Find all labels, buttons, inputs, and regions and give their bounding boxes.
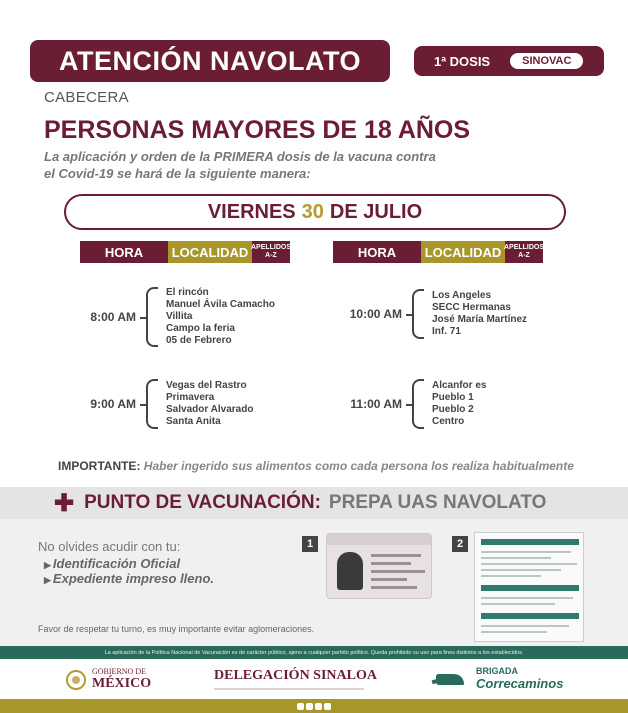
important-note	[58, 459, 574, 473]
slot-time: 11:00 AM	[350, 397, 402, 411]
page-title: ATENCIÓN NAVOLATO	[59, 45, 361, 76]
step-number-1: 1	[302, 536, 318, 552]
brigada-logo	[432, 666, 563, 691]
vaccination-point-band	[0, 487, 628, 519]
important-text: Haber ingerido sus alimentos como cada persona los realiza habitualmente	[143, 459, 574, 473]
schedule-header-right	[333, 241, 543, 263]
date-day: 30	[301, 200, 324, 223]
description	[44, 148, 514, 182]
list-item: SECC Hermanas	[432, 302, 511, 313]
respect-turn-note: Favor de respetar tu turno, es muy importante evitar aglomeraciones.	[38, 624, 315, 634]
footer-bar	[0, 699, 628, 713]
list-item: Santa Anita	[166, 416, 221, 427]
list-item: Villita	[166, 311, 193, 322]
brace	[412, 289, 424, 339]
requirement-item-file	[44, 571, 214, 586]
slot-time: 10:00 AM	[349, 307, 402, 321]
list-item: Pueblo 1	[432, 392, 474, 403]
headline	[44, 116, 470, 145]
id-photo	[337, 552, 363, 590]
seal-icon	[66, 670, 86, 690]
header-apellidos	[505, 241, 543, 263]
requirement-text: Identificación Oficial	[52, 556, 181, 571]
vaccination-point-label: PUNTO DE VACUNACIÓN:	[84, 492, 321, 513]
list-item: 05 de Febrero	[166, 335, 232, 346]
headline-part2: MAYORES DE 18 AÑOS	[191, 116, 471, 144]
vaccine-label: SINOVAC	[510, 53, 583, 69]
list-item: El rincón	[166, 287, 209, 298]
reminder-intro: No olvides acudir con tu:	[38, 539, 181, 554]
dose-badge	[414, 46, 604, 76]
place-list	[432, 290, 527, 338]
roadrunner-icon	[432, 667, 468, 691]
requirement-item-id	[44, 556, 180, 571]
list-item: Los Angeles	[432, 290, 492, 301]
delegacion-logo	[214, 668, 377, 690]
slot-11am	[330, 379, 486, 429]
gob-big-text: MÉXICO	[92, 676, 152, 691]
slot-time: 9:00 AM	[90, 397, 136, 411]
date-month: DE JULIO	[329, 200, 423, 223]
list-item: José María Martínez	[432, 314, 528, 325]
list-item: Centro	[432, 416, 465, 427]
header-apellidos-label: APELLIDOS	[250, 244, 292, 251]
header-localidad: LOCALIDAD	[168, 241, 252, 263]
facebook-icon	[297, 703, 304, 710]
subtitle: CABECERA	[44, 89, 129, 106]
requirement-text: Expediente impreso lleno.	[52, 571, 215, 586]
list-item: Inf. 71	[432, 326, 461, 337]
list-item: Vegas del Rastro	[166, 380, 247, 391]
header-apellidos-label: APELLIDOS	[503, 244, 545, 251]
header-apellidos-range: A-Z	[518, 252, 530, 259]
twitter-icon	[306, 703, 313, 710]
header-hora: HORA	[333, 241, 421, 263]
date-weekday: VIERNES	[207, 200, 296, 223]
description-line2: el Covid-19 se hará de la siguiente manera:	[44, 166, 311, 181]
header-localidad: LOCALIDAD	[421, 241, 505, 263]
legal-notice: La aplicación de la Política Nacional de Vacunación es de carácter público, ajeno a cualquier partido político. Queda prohibido su uso para fines distintos a los establecidos.	[0, 646, 628, 659]
brace	[146, 379, 158, 429]
slot-9am	[64, 379, 253, 429]
slot-8am	[64, 287, 275, 347]
important-label: IMPORTANTE:	[58, 459, 141, 473]
date-pill	[64, 194, 566, 230]
list-item: Alcanfor es	[432, 380, 487, 391]
header-apellidos	[252, 241, 290, 263]
triangle-bullet-icon: ▶	[44, 575, 51, 585]
slot-time: 8:00 AM	[90, 310, 136, 324]
brigada-big-text: Correcaminos	[476, 676, 564, 691]
form-document-image	[474, 532, 584, 642]
vaccination-point-place: PREPA UAS NAVOLATO	[328, 492, 547, 513]
header-hora: HORA	[80, 241, 168, 263]
list-item: Primavera	[166, 392, 215, 403]
slot-10am	[330, 289, 527, 339]
place-list	[166, 380, 253, 428]
list-item: Salvador Alvarado	[166, 404, 254, 415]
dose-label: 1ª DOSIS	[434, 53, 491, 69]
instagram-icon	[315, 703, 322, 710]
list-item: Pueblo 2	[432, 404, 474, 415]
step-number-2: 2	[452, 536, 468, 552]
headline-part1: PERSONAS	[44, 116, 185, 144]
list-item: Campo la feria	[166, 323, 235, 334]
youtube-icon	[324, 703, 331, 710]
brace	[146, 287, 158, 347]
gobierno-mexico-logo	[66, 667, 151, 692]
brigada-small-text: BRIGADA	[476, 666, 518, 676]
header-apellidos-range: A-Z	[265, 252, 277, 259]
triangle-bullet-icon: ▶	[44, 560, 51, 570]
delegacion-text: DELEGACIÓN SINALOA	[214, 668, 377, 683]
brace	[412, 379, 424, 429]
id-card-image	[326, 533, 432, 599]
plus-icon: ✚	[54, 489, 75, 517]
title-bar	[30, 40, 390, 82]
place-list	[432, 380, 486, 428]
list-item: Manuel Ávila Camacho	[166, 299, 275, 310]
gob-small-text: GOBIERNO DE	[92, 667, 146, 676]
logos-bar	[0, 659, 628, 699]
description-line1: La aplicación y orden de la PRIMERA dosis de la vacuna contra	[44, 149, 436, 164]
place-list	[166, 287, 275, 347]
schedule-header-left	[80, 241, 290, 263]
